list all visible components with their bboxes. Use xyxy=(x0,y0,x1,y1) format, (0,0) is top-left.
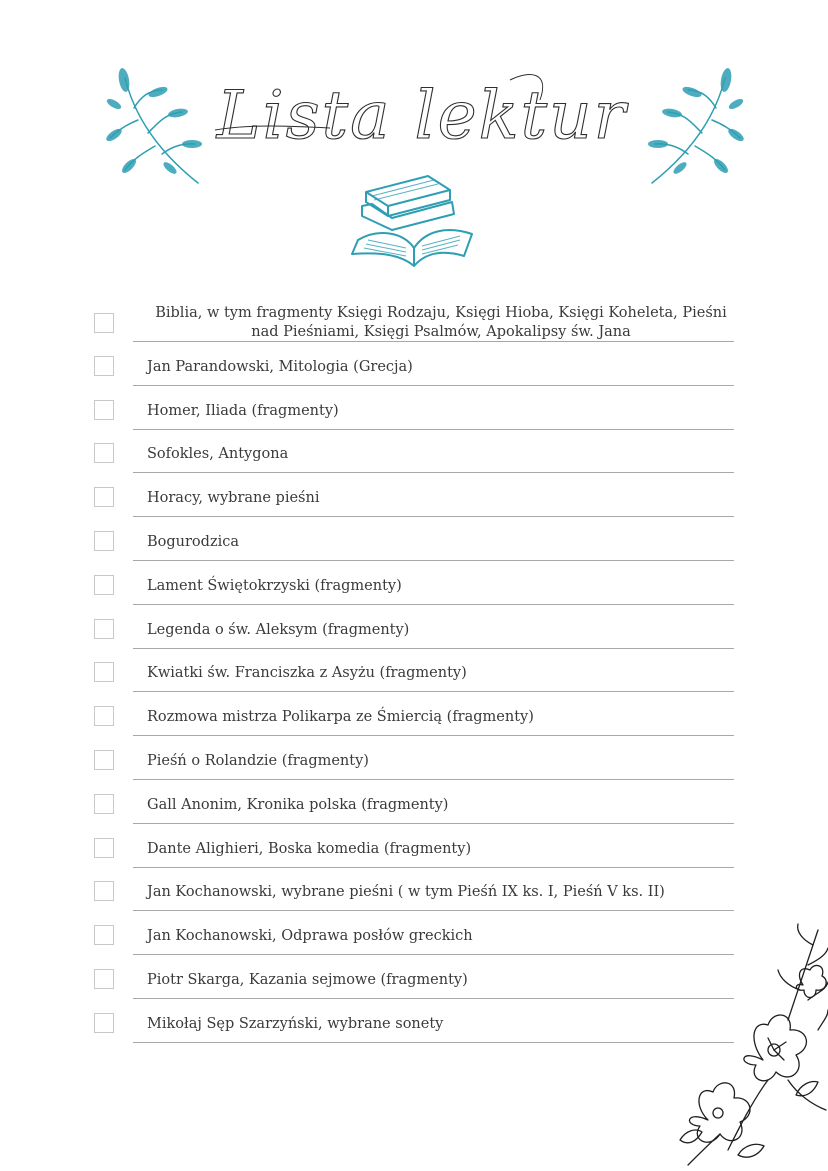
item-label: Rozmowa mistrza Polikarpa ze Śmiercią (fragmenty) xyxy=(147,709,534,725)
item-divider xyxy=(133,516,734,517)
item-label: Pieśń o Rolandzie (fragmenty) xyxy=(147,753,369,769)
item-label: Legenda o św. Aleksym (fragmenty) xyxy=(147,622,410,638)
item-checkbox[interactable] xyxy=(94,313,114,333)
item-checkbox[interactable] xyxy=(94,356,114,376)
item-checkbox[interactable] xyxy=(94,838,114,858)
item-divider xyxy=(133,1042,734,1043)
item-checkbox[interactable] xyxy=(94,531,114,551)
item-label: Biblia, w tym fragmenty Księgi Rodzaju, Księgi Hioba, Księgi Koheleta, Pieśni nad Pieśniami, Księgi Psalmów, Apokalipsy św. Jana xyxy=(155,305,727,340)
item-label: Jan Parandowski, Mitologia (Grecja) xyxy=(147,359,413,375)
item-label: Jan Kochanowski, wybrane pieśni ( w tym Pieśń IX ks. I, Pieśń V ks. II) xyxy=(147,884,665,900)
item-divider xyxy=(133,472,734,473)
item-checkbox[interactable] xyxy=(94,662,114,682)
item-divider xyxy=(133,779,734,780)
item-label: Bogurodzica xyxy=(147,534,239,550)
item-label: Sofokles, Antygona xyxy=(147,446,289,462)
item-label: Gall Anonim, Kronika polska (fragmenty) xyxy=(147,797,449,813)
item-divider xyxy=(133,823,734,824)
item-divider xyxy=(133,691,734,692)
item-checkbox[interactable] xyxy=(94,400,114,420)
item-divider xyxy=(133,560,734,561)
item-label: Horacy, wybrane pieśni xyxy=(147,490,320,506)
item-divider xyxy=(133,604,734,605)
item-checkbox[interactable] xyxy=(94,881,114,901)
item-checkbox[interactable] xyxy=(94,1013,114,1033)
item-divider xyxy=(133,429,734,430)
item-divider xyxy=(133,735,734,736)
item-label: Lament Świętokrzyski (fragmenty) xyxy=(147,578,402,594)
item-label: Kwiatki św. Franciszka z Asyżu (fragmenty) xyxy=(147,665,467,681)
item-checkbox[interactable] xyxy=(94,925,114,945)
title-text: Lista lektur xyxy=(216,77,628,154)
item-divider xyxy=(133,998,734,999)
item-divider xyxy=(133,867,734,868)
item-label: Jan Kochanowski, Odprawa posłów greckich xyxy=(147,928,473,944)
item-divider xyxy=(133,910,734,911)
item-checkbox[interactable] xyxy=(94,706,114,726)
item-checkbox[interactable] xyxy=(94,750,114,770)
item-label: Piotr Skarga, Kazania sejmowe (fragmenty) xyxy=(147,972,468,988)
item-divider xyxy=(133,385,734,386)
item-checkbox[interactable] xyxy=(94,487,114,507)
item-checkbox[interactable] xyxy=(94,969,114,989)
item-checkbox[interactable] xyxy=(94,575,114,595)
flowers-icon xyxy=(668,920,828,1171)
item-label: Dante Alighieri, Boska komedia (fragmenty) xyxy=(147,841,472,857)
item-divider xyxy=(133,648,734,649)
item-divider xyxy=(133,954,734,955)
item-label: Mikołaj Sęp Szarzyński, wybrane sonety xyxy=(147,1016,444,1032)
item-divider xyxy=(133,341,734,342)
item-checkbox[interactable] xyxy=(94,619,114,639)
item-checkbox[interactable] xyxy=(94,794,114,814)
item-label: Homer, Iliada (fragmenty) xyxy=(147,403,339,419)
item-checkbox[interactable] xyxy=(94,443,114,463)
